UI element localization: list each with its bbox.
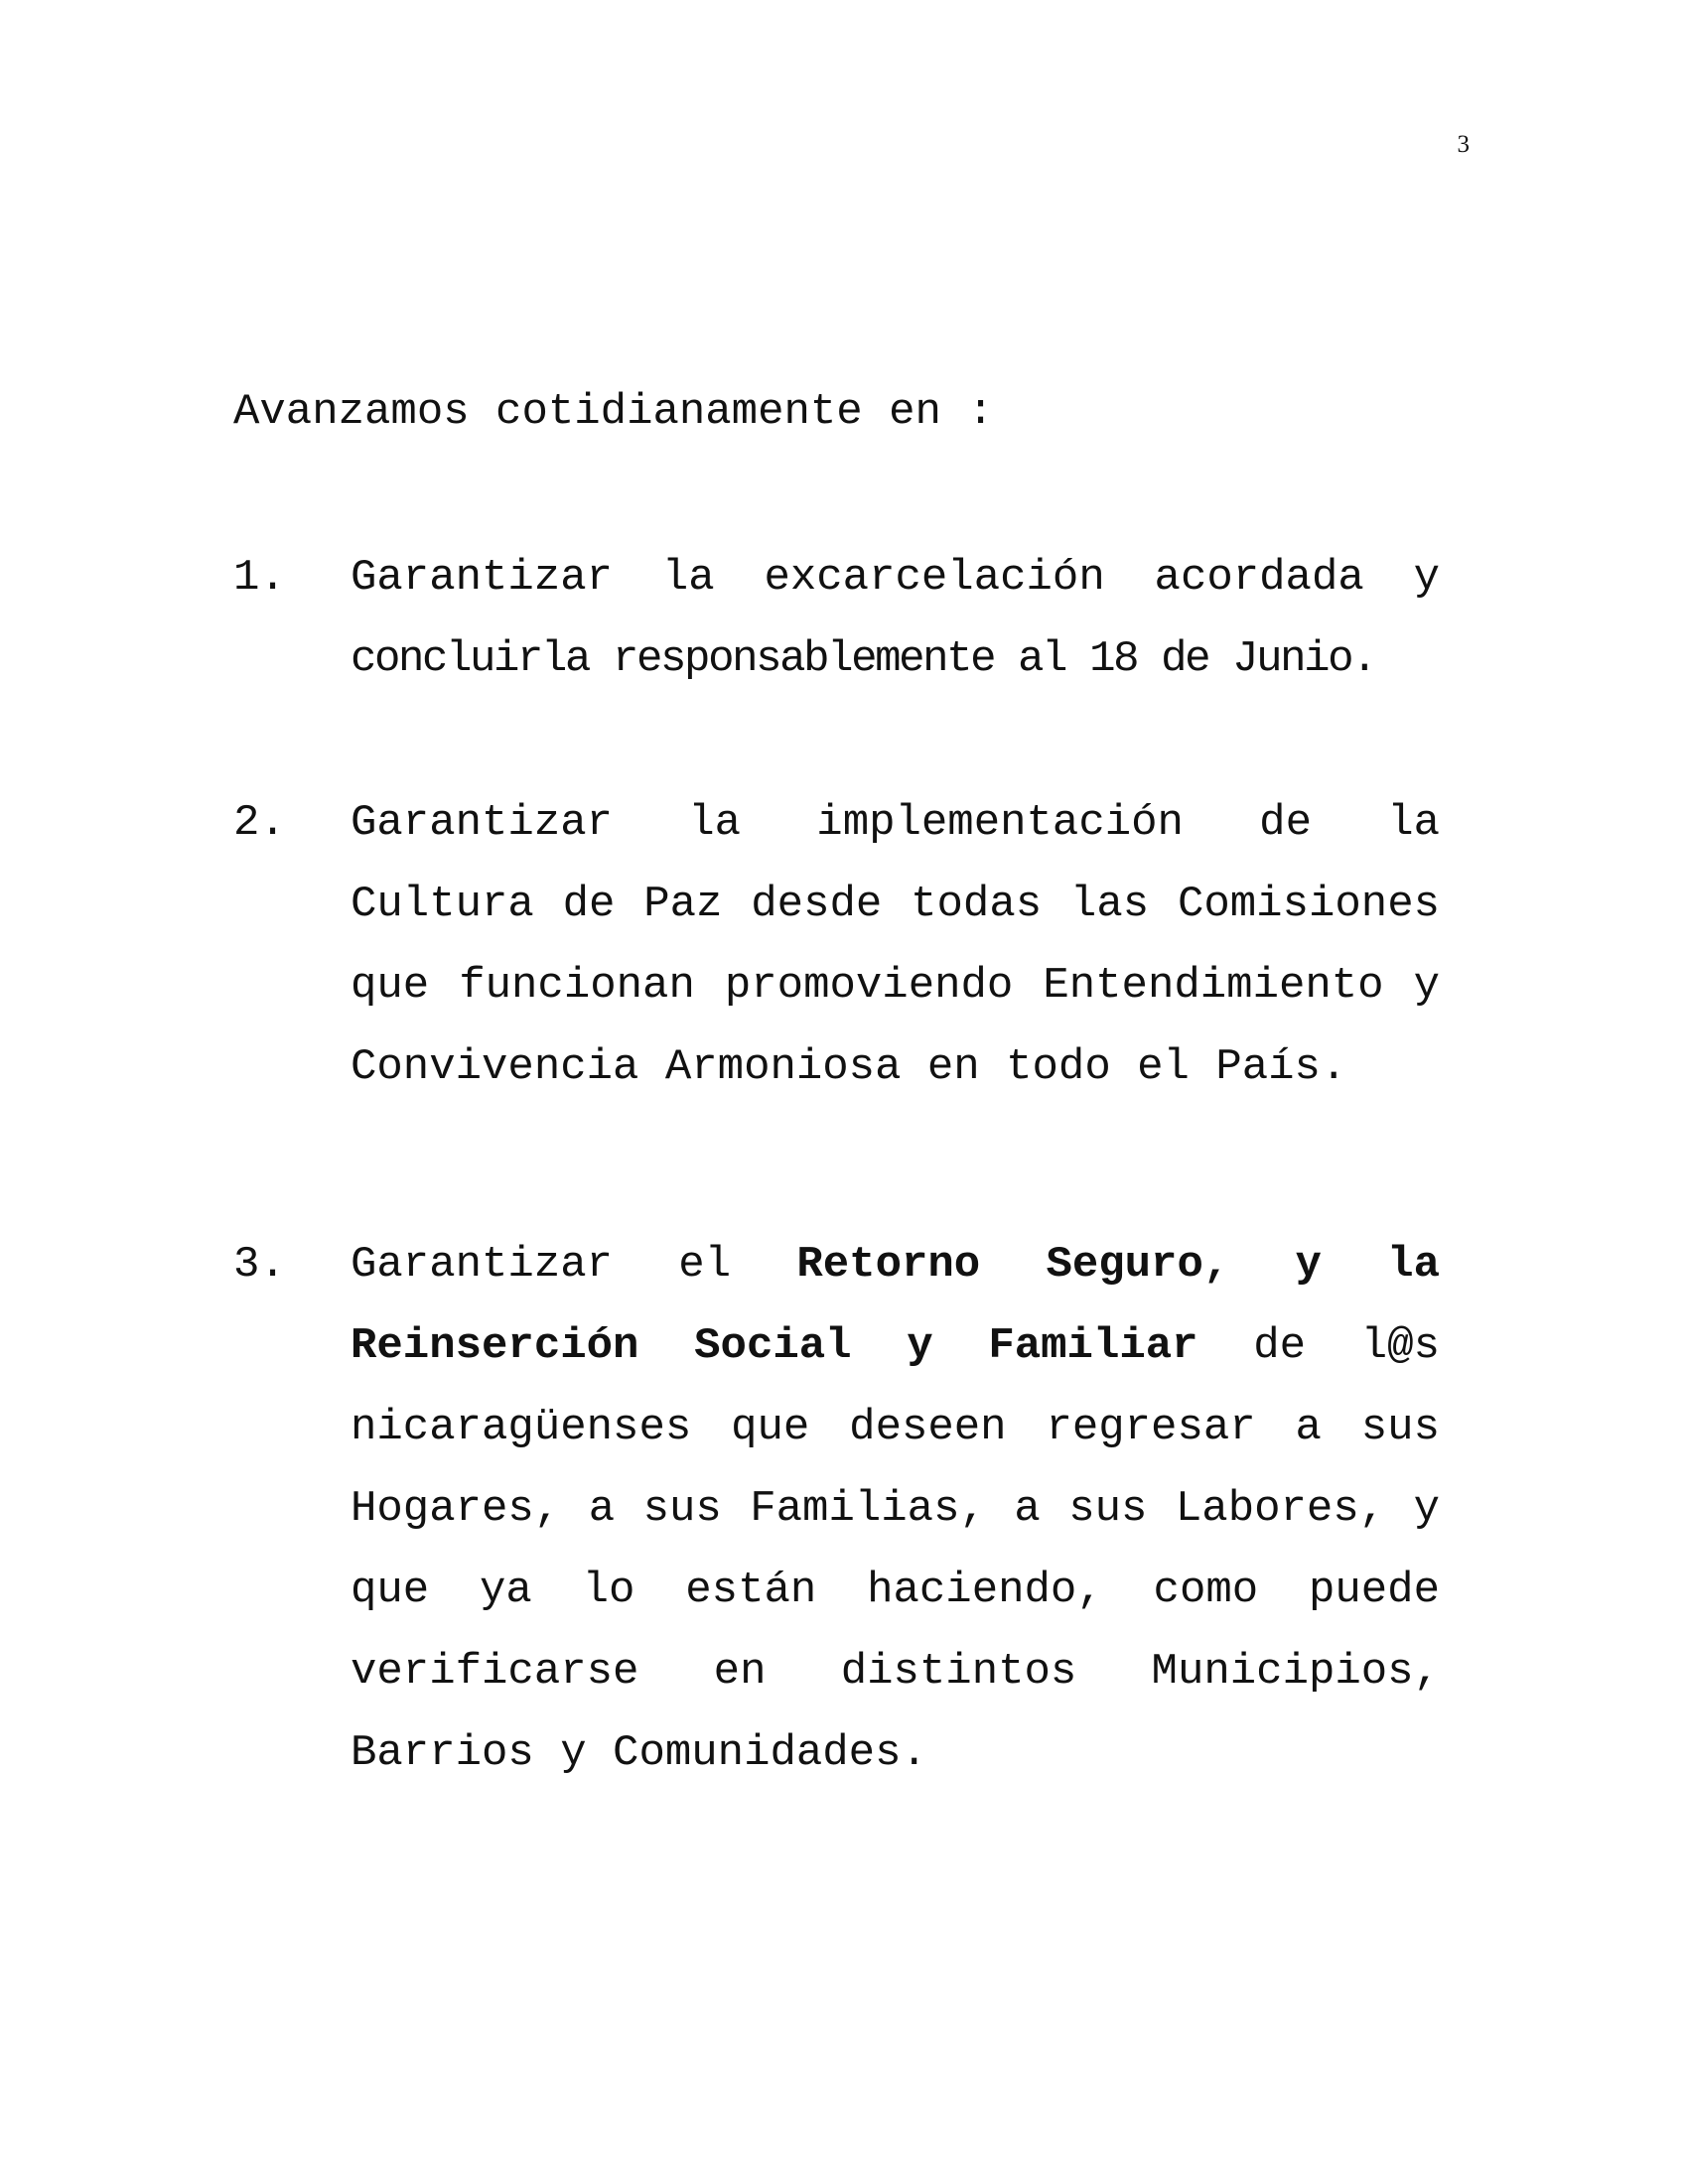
list-item xyxy=(233,782,1440,1108)
item-text-before: Garantizar el xyxy=(351,1240,797,1290)
item-line: concluirla responsablemente al 18 de Junio. xyxy=(351,634,1376,684)
list-item xyxy=(233,537,1440,700)
item-text xyxy=(351,1224,1440,1794)
item-text xyxy=(351,537,1440,700)
item-text-bold: Retorno Seguro, y la Reinserción Social y Familiar xyxy=(351,1240,1440,1371)
item-text: Garantizar la implementación de la Cultura de Paz desde todas las Comisiones que funcionan promoviendo Entendimiento y Convivencia Armoniosa en todo el País. xyxy=(351,798,1440,1092)
item-number: 2. xyxy=(233,798,286,848)
page-number: 3 xyxy=(1457,131,1470,158)
list-item xyxy=(233,1224,1440,1794)
item-line: Garantizar la excarcelación acordada y xyxy=(351,553,1440,603)
intro-text: Avanzamos cotidianamente en : xyxy=(233,387,994,437)
item-number: 3. xyxy=(233,1240,286,1290)
item-text-after: de l@s nicaragüenses que deseen regresar a sus Hogares, a sus Familias, a sus Labores, y que ya lo están haciendo, como puede verificarse en distintos Municipios, Barrios y Comunidades. xyxy=(351,1321,1440,1778)
item-number: 1. xyxy=(233,553,286,603)
